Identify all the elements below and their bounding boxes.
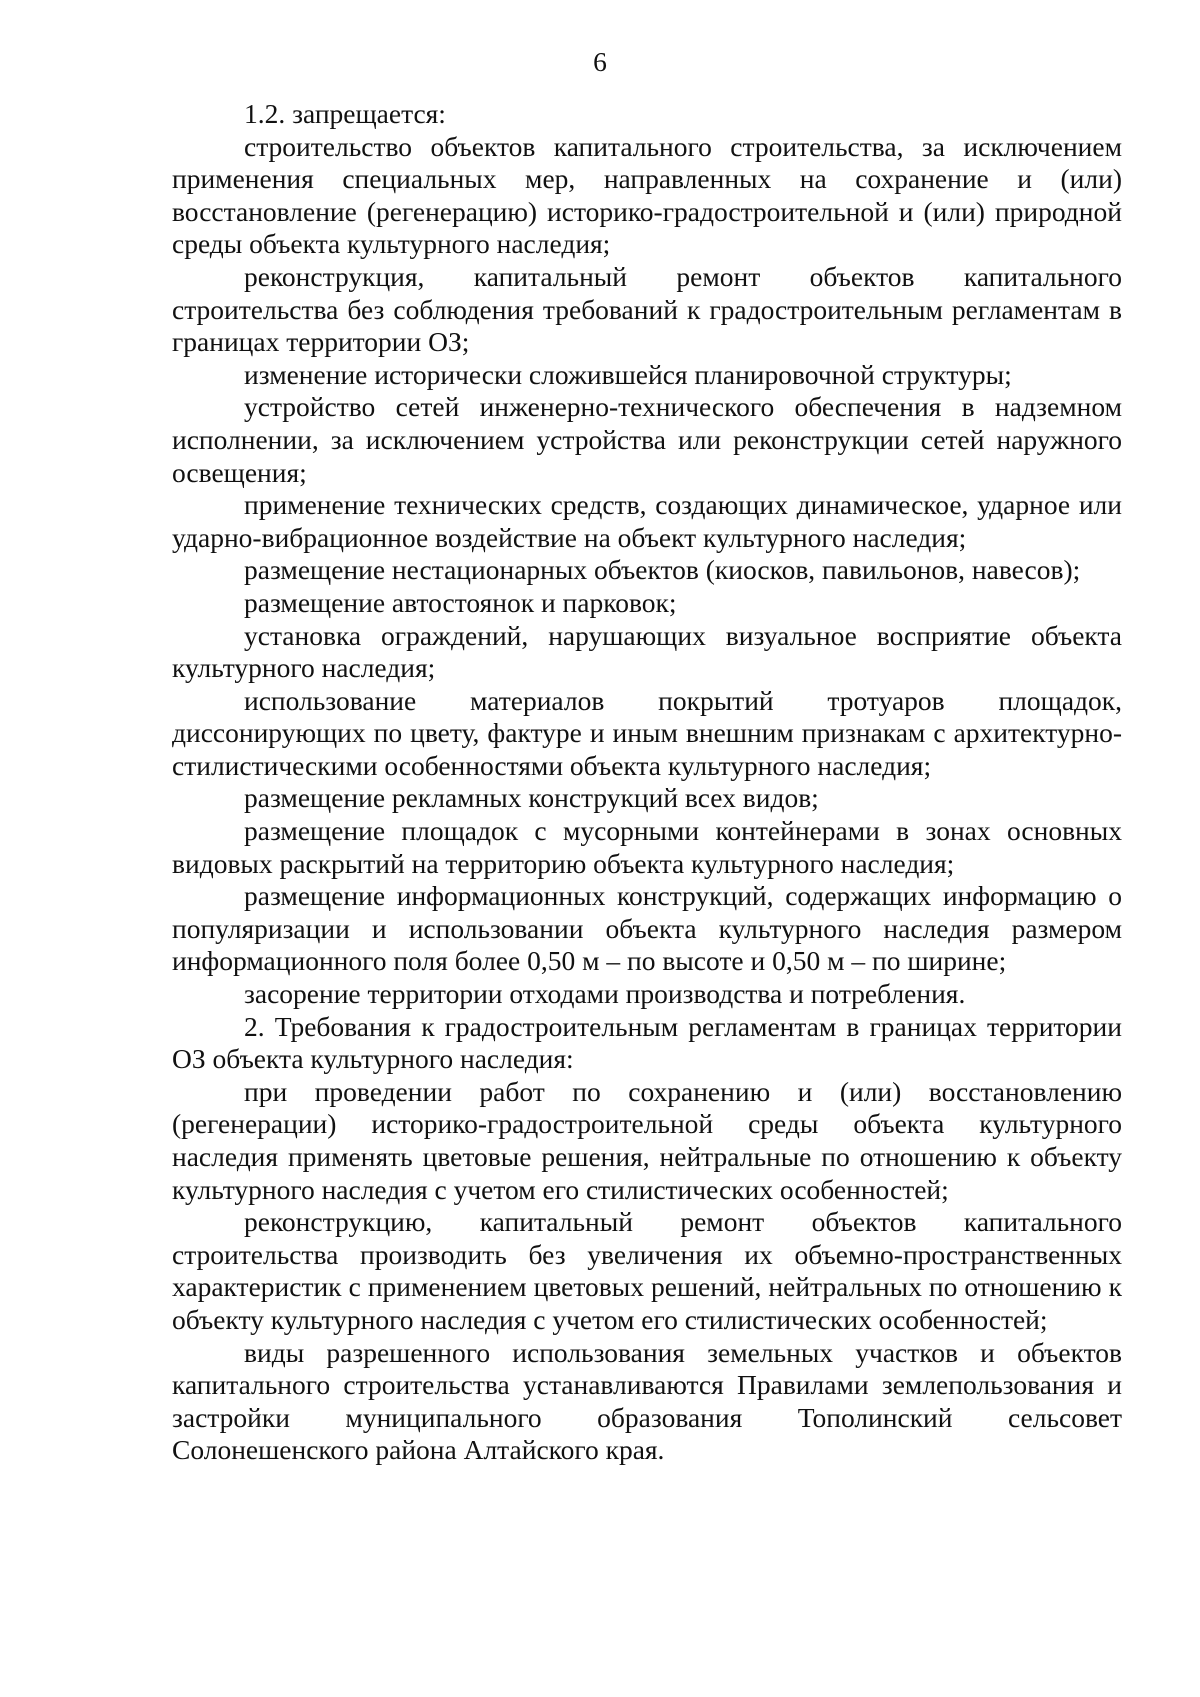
document-body bbox=[172, 98, 1122, 1467]
paragraph-list-item: применение технических средств, создающих динамическое, ударное или ударно-вибрационное воздействие на объект культурного наследия; bbox=[172, 489, 1122, 553]
paragraph-list-item: изменение исторически сложившейся планировочной структуры; bbox=[244, 358, 1012, 390]
paragraph-section-heading: 2. Требования к градостроительным регламентам в границах территории ОЗ объекта культурного наследия: bbox=[172, 1010, 1122, 1075]
paragraph-list-item: при проведении работ по сохранению и (или) восстановлению (регенерации) историко-градостроительной среды объекта культурного наследия применять цветовые решения, нейтральные по отношению к объекту культурного наследия с учетом его стилистических особенностей; bbox=[172, 1075, 1122, 1205]
paragraph-list-item: устройство сетей инженерно-технического обеспечения в надземном исполнении, за исключением устройства или реконструкции сетей наружного освещения; bbox=[172, 391, 1122, 488]
paragraph-list-item: размещение информационных конструкций, содержащих информацию о популяризации и использовании объекта культурного наследия размером информационного поля более 0,50 м – по высоте и 0,50 м – по ширине; bbox=[172, 880, 1122, 977]
paragraph-list-item: реконструкция, капитальный ремонт объектов капитального строительства без соблюдения требований к градостроительным регламентам в границах территории ОЗ; bbox=[172, 260, 1122, 358]
page-number: 6 bbox=[593, 46, 607, 77]
paragraph-list-item: размещение рекламных конструкций всех видов; bbox=[244, 782, 819, 814]
paragraph-list-item: установка ограждений, нарушающих визуальное восприятие объекта культурного наследия; bbox=[172, 619, 1122, 684]
paragraph-list-item: виды разрешенного использования земельных участков и объектов капитального строительства устанавливаются Правилами землепользования и застройки муниципального образования Тополинский сельсовет Солонешенского района Алтайского края. bbox=[172, 1336, 1122, 1466]
paragraph-list-item: строительство объектов капитального строительства, за исключением применения специальных мер, направленных на сохранение и (или) восстановление (регенерацию) историко-градостроительной и (или) природной среды объекта культурного наследия; bbox=[172, 130, 1122, 260]
paragraph-list-item: реконструкцию, капитальный ремонт объектов капитального строительства производить без увеличения их объемно-пространственных характеристик с применением цветовых решений, нейтральных по отношению к объекту культурного наследия с учетом его стилистических особенностей; bbox=[172, 1206, 1122, 1335]
paragraph-list-item: засорение территории отходами производства и потребления. bbox=[244, 978, 966, 1010]
paragraph-list-item: использование материалов покрытий тротуаров площадок, диссонирующих по цвету, фактуре и иным внешним признакам с архитектурно-стилистическими особенностями объекта культурного наследия; bbox=[172, 684, 1122, 781]
paragraph-list-item: размещение нестационарных объектов (киосков, павильонов, навесов); bbox=[244, 554, 1081, 586]
paragraph-list-item: размещение площадок с мусорными контейнерами в зонах основных видовых раскрытий на территорию объекта культурного наследия; bbox=[172, 815, 1122, 879]
paragraph-list-item: размещение автостоянок и парковок; bbox=[244, 586, 677, 618]
paragraph-section-heading: 1.2. запрещается: bbox=[244, 98, 446, 129]
